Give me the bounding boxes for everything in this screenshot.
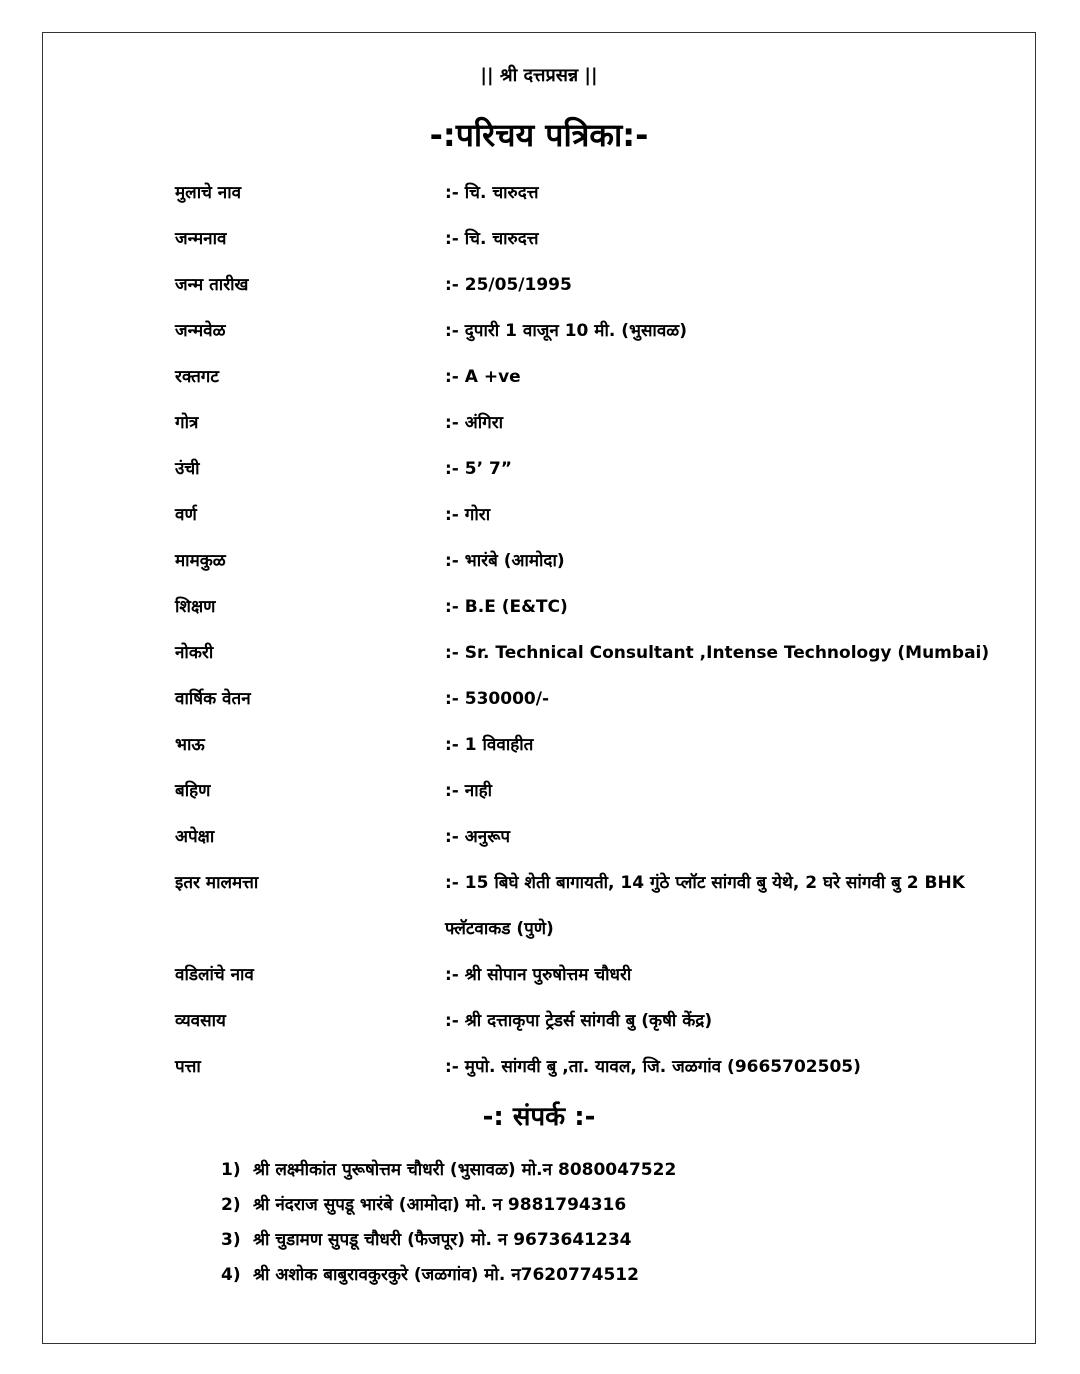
detail-value: :- नाही: [445, 781, 493, 801]
detail-value: :- चि. चारुदत्त: [445, 183, 539, 203]
detail-label: पत्ता: [175, 1057, 201, 1077]
detail-label: भाऊ: [175, 735, 205, 755]
detail-value: :- चि. चारुदत्त: [445, 229, 539, 249]
contact-item: [221, 1258, 1001, 1293]
detail-label: नोकरी: [175, 643, 214, 663]
detail-value: :- गोरा: [445, 505, 491, 525]
detail-value: :- दुपारी 1 वाजून 10 मी. (भुसावळ): [445, 321, 687, 341]
detail-value: :- 1 विवाहीत: [445, 735, 534, 755]
detail-row: [175, 499, 1015, 545]
page-frame: [42, 32, 1036, 1344]
invocation-line: || श्री दत्तप्रसन्न ||: [480, 65, 598, 86]
detail-value: :- श्री सोपान पुरुषोत्तम चौधरी: [445, 965, 632, 985]
detail-label: उंची: [175, 459, 200, 479]
detail-label: अपेक्षा: [175, 827, 215, 847]
detail-value: :- अंगिरा: [445, 413, 504, 433]
contact-item: [221, 1188, 1001, 1223]
detail-label: व्यवसाय: [175, 1011, 226, 1031]
detail-label: रक्तगट: [175, 367, 219, 387]
detail-row: [175, 1051, 1015, 1097]
detail-value: :- 5’ 7”: [445, 459, 512, 479]
detail-value: :- 25/05/1995: [445, 275, 572, 295]
detail-label: गोत्र: [175, 413, 199, 433]
contact-text: श्री अशोक बाबुरावकुरकुरे (जळगांव) मो. न7620774512: [253, 1265, 639, 1285]
detail-row: [175, 223, 1015, 269]
detail-row: [175, 1005, 1015, 1051]
detail-value: :- 15 बिघे शेती बागायती, 14 गुंठे प्लॉट सांगवी बु येथे, 2 घरे सांगवी बु 2 BHK फ्लॅटवाकड (पुणे): [445, 873, 965, 939]
contact-heading: -: संपर्क :-: [482, 1102, 596, 1132]
contact-item: [221, 1153, 1001, 1188]
document-title: -:परिचय पत्रिका:-: [429, 116, 649, 154]
detail-value: :- A +ve: [445, 367, 521, 387]
detail-label: जन्मवेळ: [175, 321, 226, 341]
detail-row: [175, 683, 1015, 729]
detail-row: [175, 959, 1015, 1005]
contact-number: 1): [221, 1160, 241, 1180]
details-list: [175, 177, 1015, 1097]
detail-label: जन्मनाव: [175, 229, 227, 249]
detail-row: [175, 867, 1015, 959]
detail-label: वडिलांचे नाव: [175, 965, 254, 985]
contact-text: श्री चुडामण सुपडू चौधरी (फैजपूर) मो. न 9673641234: [253, 1230, 632, 1250]
detail-row: [175, 453, 1015, 499]
detail-row: [175, 361, 1015, 407]
detail-row: [175, 637, 1015, 683]
detail-row: [175, 315, 1015, 361]
detail-value: :- भारंबे (आमोदा): [445, 551, 565, 571]
contact-text: श्री नंदराज सुपडू भारंबे (आमोदा) मो. न 9881794316: [253, 1195, 627, 1215]
detail-row: [175, 177, 1015, 223]
detail-label: मामकुळ: [175, 551, 226, 571]
detail-row: [175, 591, 1015, 637]
detail-value: :- 530000/-: [445, 689, 550, 709]
detail-row: [175, 407, 1015, 453]
detail-value: :- श्री दत्ताकृपा ट्रेडर्स सांगवी बु (कृषी केंद्र): [445, 1011, 713, 1031]
detail-label: मुलाचे नाव: [175, 183, 242, 203]
detail-row: [175, 729, 1015, 775]
detail-value: :- Sr. Technical Consultant ,Intense Technology (Mumbai): [445, 643, 990, 663]
detail-value: :- अनुरूप: [445, 827, 511, 847]
contact-number: 3): [221, 1230, 241, 1250]
contact-item: [221, 1223, 1001, 1258]
contact-text: श्री लक्ष्मीकांत पुरूषोत्तम चौधरी (भुसावळ) मो.न 8080047522: [253, 1160, 677, 1180]
detail-row: [175, 775, 1015, 821]
contact-number: 2): [221, 1195, 241, 1215]
detail-value: :- B.E (E&TC): [445, 597, 568, 617]
detail-label: इतर मालमत्ता: [175, 873, 259, 893]
contact-number: 4): [221, 1265, 241, 1285]
detail-label: बहिण: [175, 781, 211, 801]
detail-label: वर्ण: [175, 505, 197, 525]
detail-label: वार्षिक वेतन: [175, 689, 251, 709]
contact-list: [221, 1153, 1001, 1293]
detail-value: :- मुपो. सांगवी बु ,ता. यावल, जि. जळगांव (9665702505): [445, 1057, 861, 1077]
detail-row: [175, 269, 1015, 315]
detail-label: जन्म तारीख: [175, 275, 249, 295]
detail-row: [175, 545, 1015, 591]
detail-label: शिक्षण: [175, 597, 216, 617]
